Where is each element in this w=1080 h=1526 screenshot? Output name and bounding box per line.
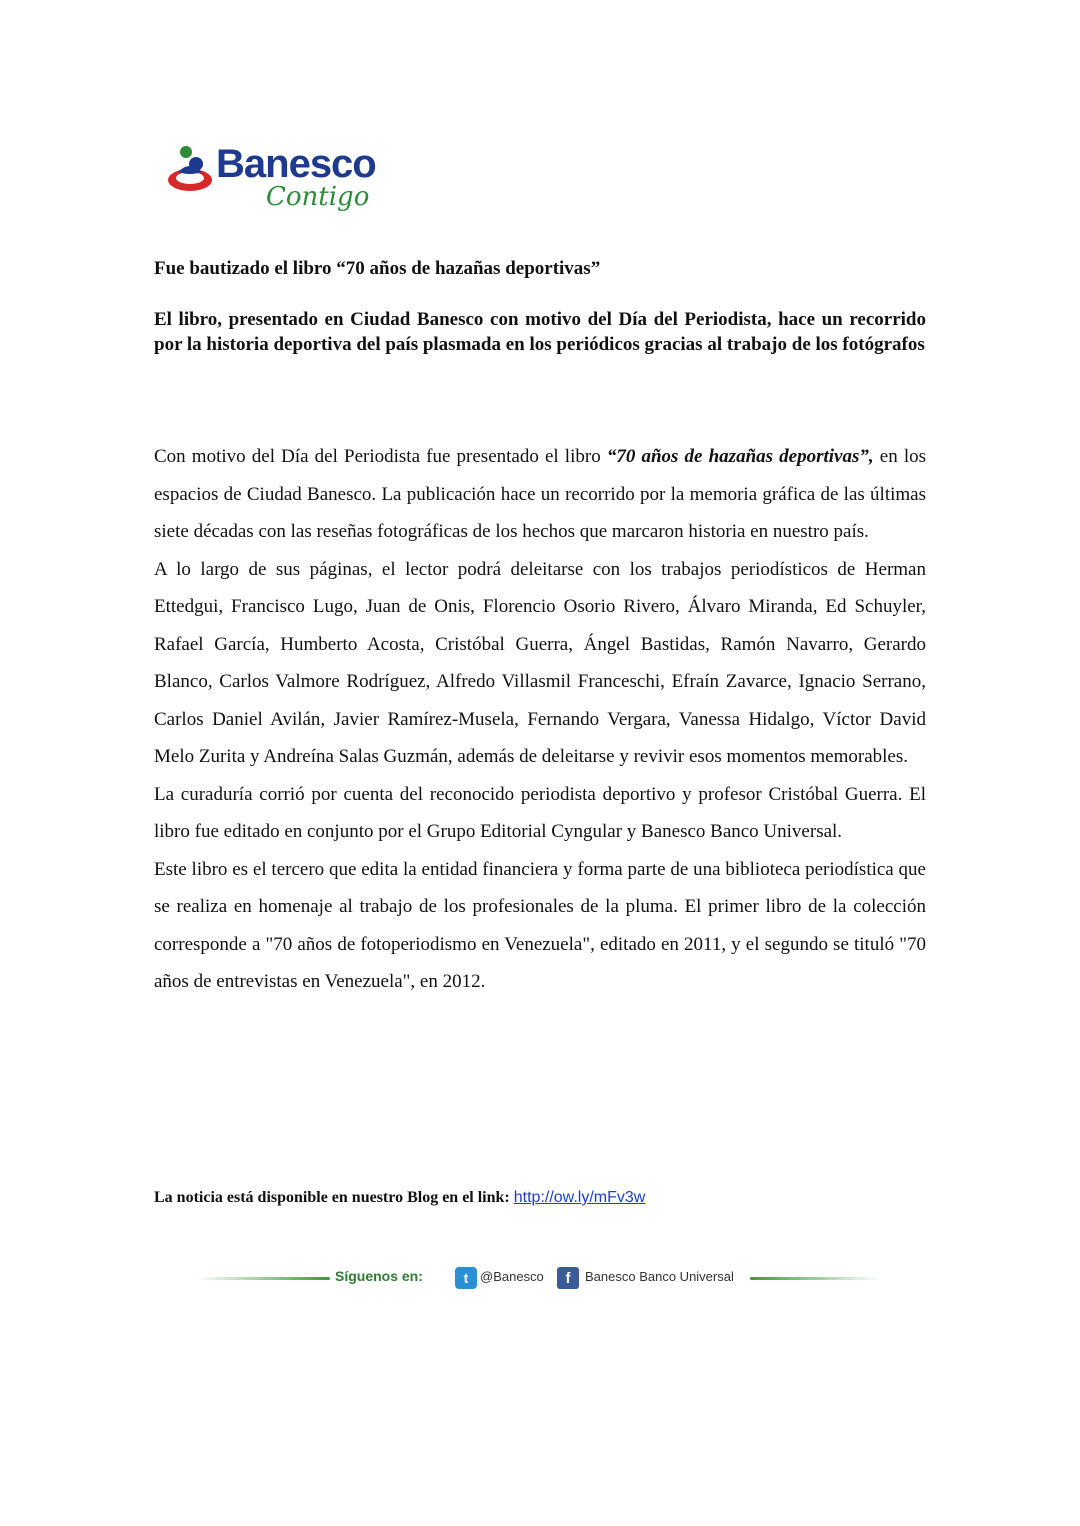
blog-link[interactable]: http://ow.ly/mFv3w (513, 1189, 646, 1206)
facebook-icon[interactable]: f (557, 1267, 579, 1289)
banesco-tagline: Contigo (266, 182, 370, 212)
twitter-icon[interactable]: t (455, 1267, 477, 1289)
paragraph-4: Este libro es el tercero que edita la entidad financiera y forma parte de una biblioteca periodística que se realiza en homenaje al trabajo de los profesionales de la pluma. El primer libro de la colección corresponde a "70 años de fotoperiodismo en Venezuela", editado en 2011, y el segundo se tituló "70 años de entrevistas en Venezuela", en 2012. (154, 858, 926, 992)
facebook-page-name[interactable]: Banesco Banco Universal (585, 1269, 734, 1284)
book-title: “70 años de hazañas deportivas”, (606, 446, 874, 467)
follow-us-label: Síguenos en: (335, 1268, 423, 1284)
paragraph-3: La curaduría corrió por cuenta del reconocido periodista deportivo y profesor Cristóbal Guerra. El libro fue editado en conjunto por el Grupo Editorial Cyngular y Banesco Banco Universal. (154, 783, 926, 842)
social-footer (195, 1263, 885, 1293)
page-subtitle: El libro, presentado en Ciudad Banesco con motivo del Día del Periodista, hace un recorrido por la historia deportiva del país plasmada en los periódicos gracias al trabajo de los fotógrafos (154, 309, 926, 355)
footer-divider-left (195, 1277, 330, 1280)
paragraph-2: A lo largo de sus páginas, el lector podrá deleitarse con los trabajos periodísticos de Herman Ettedgui, Francisco Lugo, Juan de Onis, Florencio Osorio Rivero, Álvaro Miranda, Ed Schuyler, Rafael García, Humberto Acosta, Cristóbal Guerra, Ángel Bastidas, Ramón Navarro, Gerardo Blanco, Carlos Valmore Rodríguez, Alfredo Villasmil Franceschi, Efraín Zavarce, Ignacio Serrano, Carlos Daniel Avilán, Javier Ramírez-Musela, Fernando Vergara, Vanessa Hidalgo, Víctor David Melo Zurita y Andreína Salas Guzmán, además de deleitarse y revivir esos momentos memorables. (154, 558, 926, 767)
paragraph-1-rest: en los espacios de Ciudad Banesco. La publicación hace un recorrido por la memoria gráfica de las últimas siete décadas con las reseñas fotográficas de los hechos que marcaron historia en nuestro país. (154, 446, 927, 542)
footer-divider-right (750, 1277, 880, 1280)
page-title: Fue bautizado el libro “70 años de hazañas deportivas” (154, 258, 601, 279)
paragraph-1-intro: Con motivo del Día del Periodista fue presentado el libro (154, 446, 607, 467)
paragraph-1 (154, 438, 926, 551)
blog-notice-label: La noticia está disponible en nuestro Blog en el link: (154, 1189, 514, 1206)
blog-notice (154, 1187, 645, 1209)
twitter-handle[interactable]: @Banesco (480, 1269, 544, 1284)
article-body (154, 438, 926, 1001)
banesco-logo (166, 142, 406, 222)
banesco-logo-icon (166, 142, 218, 198)
banesco-wordmark: Banesco (216, 142, 376, 186)
